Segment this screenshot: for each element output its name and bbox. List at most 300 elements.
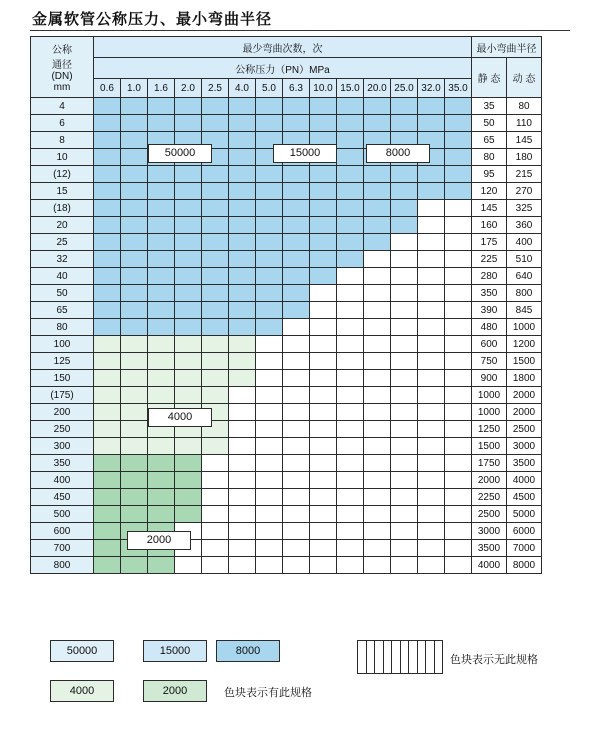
spec-cell bbox=[310, 217, 337, 234]
spec-cell bbox=[418, 370, 445, 387]
spec-cell bbox=[229, 200, 256, 217]
spec-cell bbox=[148, 200, 175, 217]
spec-cell bbox=[391, 98, 418, 115]
spec-cell bbox=[121, 336, 148, 353]
table-row bbox=[31, 421, 542, 438]
spec-cell bbox=[121, 149, 148, 166]
static-radius-value: 1000 bbox=[472, 387, 507, 404]
spec-cell bbox=[310, 370, 337, 387]
spec-cell bbox=[121, 455, 148, 472]
row-dn: 800 bbox=[31, 557, 94, 574]
static-radius-value: 2250 bbox=[472, 489, 507, 506]
spec-cell bbox=[364, 166, 391, 183]
row-dn: 8 bbox=[31, 132, 94, 149]
spec-cell bbox=[148, 336, 175, 353]
spec-cell bbox=[148, 353, 175, 370]
static-radius-value: 160 bbox=[472, 217, 507, 234]
row-dn: 450 bbox=[31, 489, 94, 506]
spec-cell bbox=[364, 472, 391, 489]
spec-cell bbox=[94, 285, 121, 302]
pressure-tick: 4.0 bbox=[229, 79, 256, 98]
legend bbox=[0, 636, 600, 736]
value-tag: 2000 bbox=[127, 531, 191, 550]
table-row bbox=[31, 98, 542, 115]
spec-cell bbox=[337, 285, 364, 302]
spec-cell bbox=[418, 472, 445, 489]
spec-cell bbox=[256, 353, 283, 370]
spec-cell bbox=[256, 506, 283, 523]
dynamic-radius-value: 1800 bbox=[507, 370, 542, 387]
spec-cell bbox=[283, 251, 310, 268]
spec-cell bbox=[337, 336, 364, 353]
spec-cell bbox=[256, 285, 283, 302]
spec-cell bbox=[418, 115, 445, 132]
spec-cell bbox=[364, 540, 391, 557]
spec-cell bbox=[229, 506, 256, 523]
spec-cell bbox=[310, 455, 337, 472]
spec-cell bbox=[418, 98, 445, 115]
dynamic-radius-value: 845 bbox=[507, 302, 542, 319]
spec-cell bbox=[391, 183, 418, 200]
table-row bbox=[31, 506, 542, 523]
spec-cell bbox=[283, 387, 310, 404]
spec-cell bbox=[283, 166, 310, 183]
spec-cell bbox=[202, 234, 229, 251]
spec-cell bbox=[391, 251, 418, 268]
spec-cell bbox=[121, 489, 148, 506]
spec-cell bbox=[229, 319, 256, 336]
row-dn: 600 bbox=[31, 523, 94, 540]
table-row bbox=[31, 404, 542, 421]
spec-cell bbox=[283, 234, 310, 251]
table-row bbox=[31, 234, 542, 251]
dynamic-radius-value: 180 bbox=[507, 149, 542, 166]
spec-cell bbox=[175, 302, 202, 319]
spec-cell bbox=[391, 557, 418, 574]
spec-cell bbox=[175, 285, 202, 302]
spec-cell bbox=[283, 404, 310, 421]
spec-cell bbox=[364, 421, 391, 438]
spec-cell bbox=[175, 387, 202, 404]
spec-cell bbox=[391, 387, 418, 404]
spec-cell bbox=[94, 251, 121, 268]
spec-cell bbox=[121, 217, 148, 234]
spec-cell bbox=[121, 115, 148, 132]
table-row bbox=[31, 557, 542, 574]
spec-cell bbox=[148, 387, 175, 404]
dynamic-radius-value: 1000 bbox=[507, 319, 542, 336]
dynamic-radius-value: 510 bbox=[507, 251, 542, 268]
spec-cell bbox=[175, 336, 202, 353]
legend-swatch-50000: 50000 bbox=[50, 640, 114, 662]
spec-cell bbox=[94, 523, 121, 540]
spec-cell bbox=[229, 353, 256, 370]
table-row bbox=[31, 251, 542, 268]
spec-cell bbox=[229, 268, 256, 285]
spec-cell bbox=[337, 319, 364, 336]
spec-cell bbox=[202, 489, 229, 506]
spec-cell bbox=[229, 166, 256, 183]
spec-cell bbox=[310, 489, 337, 506]
spec-cell bbox=[94, 149, 121, 166]
dn-header bbox=[31, 37, 94, 98]
spec-cell bbox=[283, 421, 310, 438]
spec-cell bbox=[256, 387, 283, 404]
spec-cell bbox=[445, 557, 472, 574]
spec-cell bbox=[229, 370, 256, 387]
spec-cell bbox=[202, 217, 229, 234]
spec-cell bbox=[337, 438, 364, 455]
spec-cell bbox=[256, 557, 283, 574]
spec-cell bbox=[418, 217, 445, 234]
spec-cell bbox=[364, 455, 391, 472]
dynamic-radius-value: 360 bbox=[507, 217, 542, 234]
spec-cell bbox=[121, 353, 148, 370]
spec-cell bbox=[337, 132, 364, 149]
static-radius-value: 900 bbox=[472, 370, 507, 387]
spec-cell bbox=[337, 268, 364, 285]
spec-cell bbox=[337, 455, 364, 472]
spec-cell bbox=[202, 523, 229, 540]
spec-cell bbox=[283, 217, 310, 234]
spec-cell bbox=[310, 268, 337, 285]
spec-cell bbox=[229, 404, 256, 421]
spec-cell bbox=[364, 387, 391, 404]
row-dn: 20 bbox=[31, 217, 94, 234]
spec-cell bbox=[445, 455, 472, 472]
spec-cell bbox=[148, 438, 175, 455]
dynamic-radius-value: 6000 bbox=[507, 523, 542, 540]
spec-cell bbox=[256, 98, 283, 115]
spec-cell bbox=[94, 115, 121, 132]
spec-cell bbox=[121, 132, 148, 149]
spec-cell bbox=[229, 183, 256, 200]
spec-cell bbox=[229, 132, 256, 149]
spec-cell bbox=[391, 336, 418, 353]
spec-cell bbox=[445, 336, 472, 353]
value-tag: 15000 bbox=[273, 144, 337, 163]
spec-cell bbox=[418, 489, 445, 506]
spec-cell bbox=[148, 98, 175, 115]
spec-cell bbox=[148, 557, 175, 574]
static-radius-value: 50 bbox=[472, 115, 507, 132]
row-dn: 65 bbox=[31, 302, 94, 319]
spec-cell bbox=[364, 268, 391, 285]
spec-cell bbox=[202, 251, 229, 268]
spec-cell bbox=[256, 370, 283, 387]
spec-cell bbox=[229, 472, 256, 489]
spec-cell bbox=[121, 370, 148, 387]
pressure-tick: 2.0 bbox=[175, 79, 202, 98]
spec-cell bbox=[256, 217, 283, 234]
dynamic-radius-value: 1500 bbox=[507, 353, 542, 370]
spec-cell bbox=[445, 438, 472, 455]
spec-cell bbox=[256, 234, 283, 251]
static-radius-value: 1250 bbox=[472, 421, 507, 438]
spec-cell bbox=[175, 217, 202, 234]
spec-cell bbox=[94, 387, 121, 404]
spec-cell bbox=[94, 200, 121, 217]
spec-cell bbox=[175, 234, 202, 251]
spec-cell bbox=[256, 319, 283, 336]
spec-cell bbox=[148, 251, 175, 268]
spec-cell bbox=[94, 472, 121, 489]
dynamic-radius-value: 8000 bbox=[507, 557, 542, 574]
row-dn: 350 bbox=[31, 455, 94, 472]
spec-cell bbox=[283, 319, 310, 336]
spec-cell bbox=[337, 217, 364, 234]
spec-cell bbox=[148, 234, 175, 251]
spec-cell bbox=[148, 319, 175, 336]
spec-cell bbox=[175, 319, 202, 336]
spec-cell bbox=[445, 132, 472, 149]
spec-cell bbox=[148, 217, 175, 234]
spec-cell bbox=[256, 421, 283, 438]
spec-cell bbox=[229, 523, 256, 540]
spec-cell bbox=[121, 506, 148, 523]
static-radius-value: 1500 bbox=[472, 438, 507, 455]
spec-cell bbox=[391, 540, 418, 557]
spec-cell bbox=[94, 489, 121, 506]
spec-cell bbox=[445, 404, 472, 421]
spec-cell bbox=[364, 217, 391, 234]
spec-cell bbox=[256, 404, 283, 421]
value-tag: 4000 bbox=[148, 408, 212, 427]
row-dn: 40 bbox=[31, 268, 94, 285]
dynamic-radius-value: 800 bbox=[507, 285, 542, 302]
spec-cell bbox=[445, 166, 472, 183]
spec-cell bbox=[175, 455, 202, 472]
spec-cell bbox=[121, 251, 148, 268]
spec-cell bbox=[283, 489, 310, 506]
static-radius-value: 120 bbox=[472, 183, 507, 200]
static-radius-value: 225 bbox=[472, 251, 507, 268]
spec-cell bbox=[418, 455, 445, 472]
spec-cell bbox=[175, 353, 202, 370]
bend-count-header: 最少弯曲次数，次 bbox=[94, 37, 472, 58]
table-row bbox=[31, 370, 542, 387]
spec-cell bbox=[364, 557, 391, 574]
dynamic-radius-value: 640 bbox=[507, 268, 542, 285]
spec-cell bbox=[364, 489, 391, 506]
static-radius-value: 175 bbox=[472, 234, 507, 251]
spec-cell bbox=[175, 200, 202, 217]
legend-swatch-2000: 2000 bbox=[143, 680, 207, 702]
header-row-3 bbox=[31, 79, 542, 98]
spec-cell bbox=[418, 336, 445, 353]
header-row-1 bbox=[31, 37, 542, 58]
spec-cell bbox=[202, 336, 229, 353]
table-row bbox=[31, 523, 542, 540]
spec-cell bbox=[364, 506, 391, 523]
spec-cell bbox=[202, 200, 229, 217]
spec-cell bbox=[337, 540, 364, 557]
row-dn: 80 bbox=[31, 319, 94, 336]
spec-cell bbox=[202, 115, 229, 132]
spec-cell bbox=[391, 506, 418, 523]
spec-cell bbox=[337, 115, 364, 132]
row-dn: 15 bbox=[31, 183, 94, 200]
dynamic-radius-value: 4500 bbox=[507, 489, 542, 506]
spec-cell bbox=[94, 353, 121, 370]
spec-cell bbox=[337, 523, 364, 540]
spec-cell bbox=[283, 353, 310, 370]
table-row bbox=[31, 302, 542, 319]
spec-cell bbox=[445, 472, 472, 489]
row-dn: 400 bbox=[31, 472, 94, 489]
spec-cell bbox=[337, 404, 364, 421]
spec-cell bbox=[364, 404, 391, 421]
spec-cell bbox=[445, 200, 472, 217]
spec-cell bbox=[364, 285, 391, 302]
spec-cell bbox=[202, 438, 229, 455]
spec-cell bbox=[283, 472, 310, 489]
spec-cell bbox=[202, 183, 229, 200]
spec-cell bbox=[148, 472, 175, 489]
spec-cell bbox=[121, 319, 148, 336]
spec-cell bbox=[445, 540, 472, 557]
spec-cell bbox=[445, 319, 472, 336]
spec-cell bbox=[391, 302, 418, 319]
dynamic-radius-value: 1200 bbox=[507, 336, 542, 353]
spec-cell bbox=[148, 370, 175, 387]
spec-cell bbox=[310, 404, 337, 421]
row-dn: 125 bbox=[31, 353, 94, 370]
spec-cell bbox=[121, 557, 148, 574]
spec-cell bbox=[337, 251, 364, 268]
spec-cell bbox=[391, 370, 418, 387]
spec-cell bbox=[445, 98, 472, 115]
spec-cell bbox=[310, 319, 337, 336]
spec-cell bbox=[337, 166, 364, 183]
spec-cell bbox=[445, 421, 472, 438]
spec-cell bbox=[445, 234, 472, 251]
row-dn: (175) bbox=[31, 387, 94, 404]
pressure-tick: 20.0 bbox=[364, 79, 391, 98]
spec-cell bbox=[175, 251, 202, 268]
spec-cell bbox=[229, 115, 256, 132]
spec-cell bbox=[175, 557, 202, 574]
spec-cell bbox=[364, 234, 391, 251]
spec-cell bbox=[94, 234, 121, 251]
spec-cell bbox=[148, 285, 175, 302]
row-dn: 10 bbox=[31, 149, 94, 166]
row-dn: 700 bbox=[31, 540, 94, 557]
spec-cell bbox=[256, 166, 283, 183]
spec-cell bbox=[418, 540, 445, 557]
spec-cell bbox=[148, 115, 175, 132]
spec-cell bbox=[283, 370, 310, 387]
dynamic-radius-value: 4000 bbox=[507, 472, 542, 489]
table-row bbox=[31, 217, 542, 234]
dynamic-radius-value: 5000 bbox=[507, 506, 542, 523]
static-radius-value: 2500 bbox=[472, 506, 507, 523]
pressure-tick: 5.0 bbox=[256, 79, 283, 98]
static-radius-value: 35 bbox=[472, 98, 507, 115]
spec-cell bbox=[121, 387, 148, 404]
spec-cell bbox=[121, 472, 148, 489]
spec-cell bbox=[310, 353, 337, 370]
spec-cell bbox=[256, 115, 283, 132]
spec-cell bbox=[418, 234, 445, 251]
spec-cell bbox=[418, 183, 445, 200]
spec-cell bbox=[364, 183, 391, 200]
spec-cell bbox=[337, 489, 364, 506]
spec-cell bbox=[256, 200, 283, 217]
title-rule bbox=[30, 30, 570, 31]
spec-cell bbox=[310, 115, 337, 132]
row-dn: 4 bbox=[31, 98, 94, 115]
spec-cell bbox=[229, 149, 256, 166]
row-dn: 32 bbox=[31, 251, 94, 268]
spec-cell bbox=[202, 319, 229, 336]
spec-cell bbox=[418, 523, 445, 540]
spec-cell bbox=[337, 472, 364, 489]
spec-cell bbox=[310, 302, 337, 319]
row-dn: 300 bbox=[31, 438, 94, 455]
spec-cell bbox=[418, 353, 445, 370]
spec-cell bbox=[283, 506, 310, 523]
spec-cell bbox=[256, 336, 283, 353]
spec-cell bbox=[337, 557, 364, 574]
spec-cell bbox=[337, 149, 364, 166]
spec-cell bbox=[391, 200, 418, 217]
spec-cell bbox=[391, 285, 418, 302]
spec-cell bbox=[202, 285, 229, 302]
spec-cell bbox=[418, 438, 445, 455]
spec-cell bbox=[94, 217, 121, 234]
dynamic-radius-value: 80 bbox=[507, 98, 542, 115]
pressure-tick: 25.0 bbox=[391, 79, 418, 98]
spec-cell bbox=[283, 557, 310, 574]
spec-cell bbox=[391, 523, 418, 540]
spec-cell bbox=[337, 370, 364, 387]
spec-cell bbox=[94, 166, 121, 183]
spec-cell bbox=[391, 319, 418, 336]
spec-cell bbox=[256, 183, 283, 200]
spec-cell bbox=[337, 98, 364, 115]
spec-cell bbox=[94, 404, 121, 421]
spec-cell bbox=[202, 557, 229, 574]
spec-cell bbox=[418, 506, 445, 523]
table-row bbox=[31, 285, 542, 302]
spec-cell bbox=[418, 200, 445, 217]
pressure-tick: 1.6 bbox=[148, 79, 175, 98]
pressure-tick: 2.5 bbox=[202, 79, 229, 98]
spec-cell bbox=[310, 336, 337, 353]
spec-cell bbox=[148, 506, 175, 523]
table-row bbox=[31, 455, 542, 472]
spec-cell bbox=[256, 438, 283, 455]
spec-cell bbox=[310, 421, 337, 438]
row-dn: 50 bbox=[31, 285, 94, 302]
header-row-2 bbox=[31, 58, 542, 79]
table-row bbox=[31, 319, 542, 336]
spec-cell bbox=[94, 319, 121, 336]
spec-cell bbox=[445, 489, 472, 506]
spec-cell bbox=[445, 268, 472, 285]
table-row bbox=[31, 540, 542, 557]
spec-cell bbox=[256, 455, 283, 472]
spec-cell bbox=[283, 336, 310, 353]
spec-cell bbox=[310, 523, 337, 540]
spec-cell bbox=[202, 370, 229, 387]
dn-header-line2: 通径 bbox=[52, 60, 72, 71]
spec-cell bbox=[364, 370, 391, 387]
legend-blank-swatch bbox=[357, 640, 443, 674]
static-radius-value: 1000 bbox=[472, 404, 507, 421]
spec-cell bbox=[391, 217, 418, 234]
